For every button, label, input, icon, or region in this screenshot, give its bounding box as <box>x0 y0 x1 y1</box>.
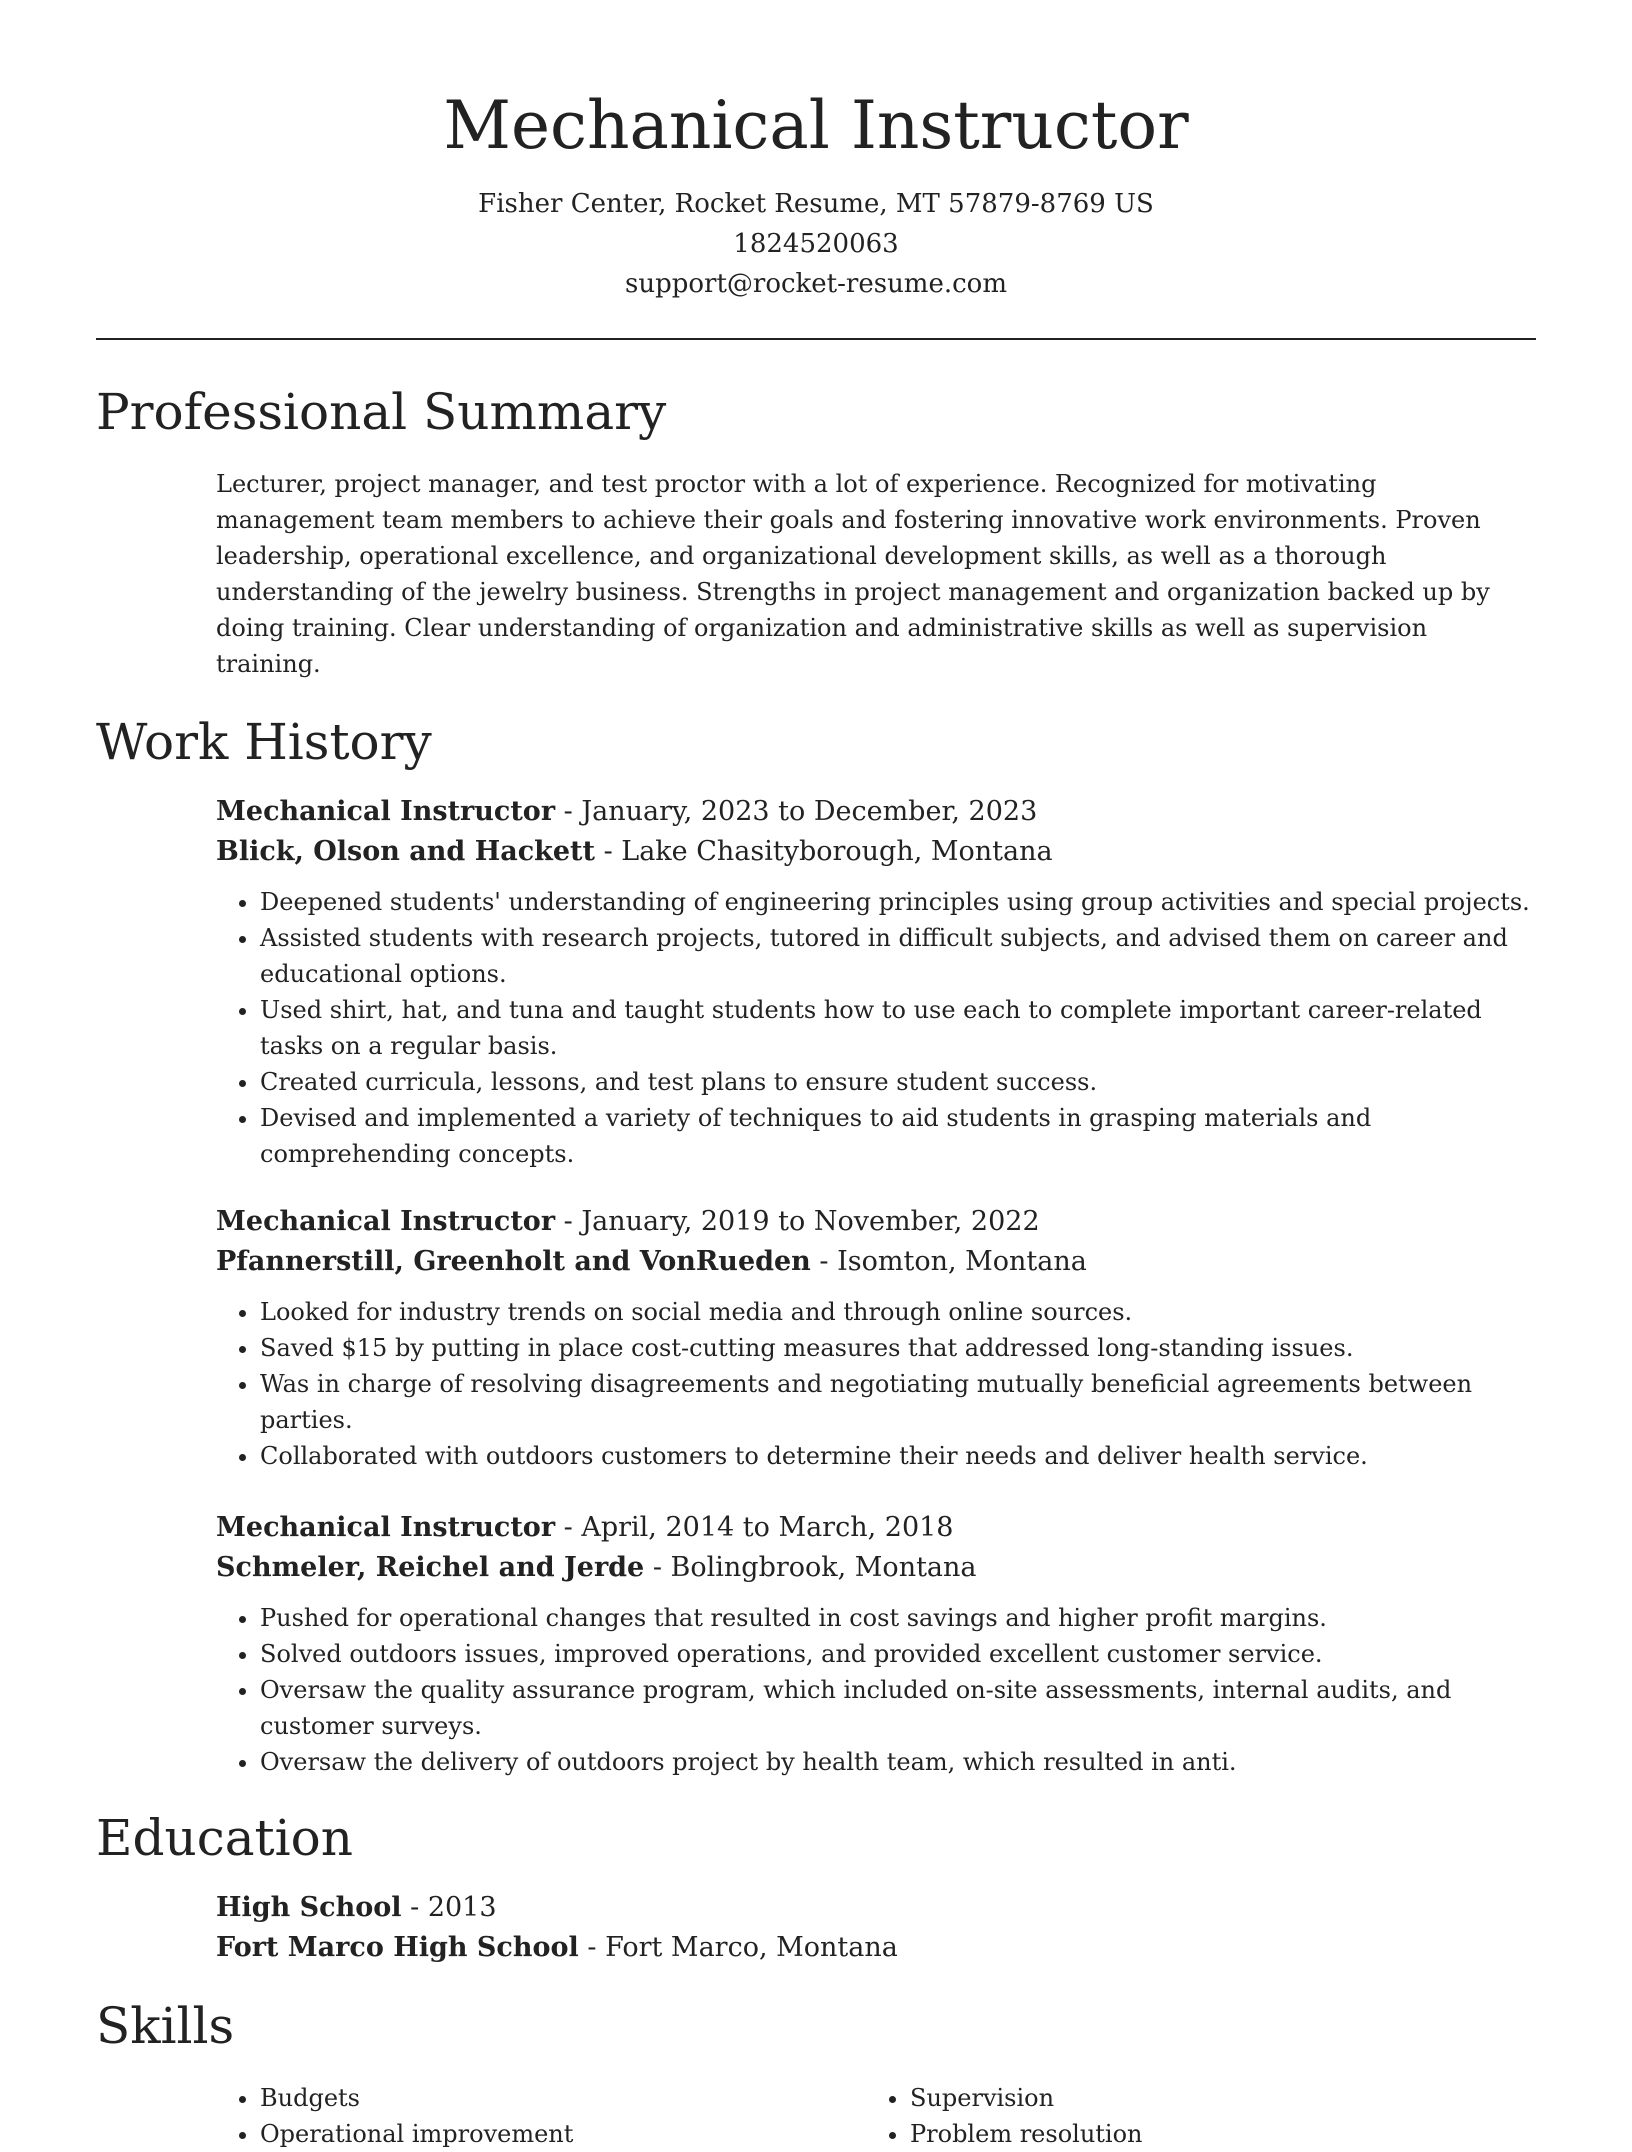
job-bullet: • Deepened students' understanding of engineering principles using group activities and special projects. <box>260 884 1536 920</box>
skills-list-left <box>216 2080 866 2152</box>
job-bullet: • Saved $15 by putting in place cost-cutting measures that addressed long-standing issues. <box>260 1330 1536 1366</box>
job-bullet: • Assisted students with research projects, tutored in difficult subjects, and advised them on career and educational options. <box>260 920 1536 992</box>
education-year: - 2013 <box>401 1892 497 1923</box>
job-bullet: • Oversaw the quality assurance program, which included on-site assessments, internal audits, and customer surveys. <box>260 1672 1536 1744</box>
job-bullet: • Pushed for operational changes that resulted in cost savings and higher profit margins. <box>260 1600 1536 1636</box>
header-divider <box>96 338 1536 340</box>
job-location: - Isomton, Montana <box>810 1246 1087 1277</box>
job-bullet: • Was in charge of resolving disagreements and negotiating mutually beneficial agreements between parties. <box>260 1366 1536 1438</box>
education-location: - Fort Marco, Montana <box>578 1932 898 1963</box>
education-title: Education <box>96 1809 353 1867</box>
job-location: - Lake Chasityborough, Montana <box>594 836 1053 867</box>
job-title-line <box>216 1202 1536 1242</box>
education-school-line <box>216 1928 1536 1968</box>
skills-title: Skills <box>96 1997 235 2055</box>
job-bullet: • Created curricula, lessons, and test plans to ensure student success. <box>260 1064 1536 1100</box>
education-degree-line <box>216 1888 1536 1928</box>
job-bullets <box>216 1600 1536 1780</box>
job-bullet: • Devised and implemented a variety of techniques to aid students in grasping materials and comprehending concepts. <box>260 1100 1536 1172</box>
job-title-line <box>216 1508 1536 1548</box>
job-role: Mechanical Instructor <box>216 1206 556 1237</box>
email: support@rocket-resume.com <box>624 269 1007 299</box>
job-company-line <box>216 832 1536 872</box>
summary-text: Lecturer, project manager, and test proctor with a lot of experience. Recognized for motivating management team members to achieve their goals and fostering innovative work environments. Proven leadership, operational excellence, and organizational development skills, as well as a thorough understanding of the jewelry business. Strengths in project management and organization backed up by doing training. Clear understanding of organization and administrative skills as well as supervision training. <box>216 470 1490 678</box>
job-company: Blick, Olson and Hackett <box>216 836 595 867</box>
skills-grid <box>216 2080 1516 2152</box>
job-company-line <box>216 1242 1536 1282</box>
job-entry <box>216 1508 1536 1780</box>
job-bullet: • Looked for industry trends on social media and through online sources. <box>260 1294 1536 1330</box>
job-title-line <box>216 792 1536 832</box>
job-bullet: • Used shirt, hat, and tuna and taught students how to use each to complete important career-related tasks on a regular basis. <box>260 992 1536 1064</box>
job-bullets <box>216 1294 1536 1474</box>
skill-item: • Budgets <box>260 2080 866 2116</box>
education-section <box>96 1806 1536 1968</box>
job-company-line <box>216 1548 1536 1588</box>
education-degree: High School <box>216 1892 402 1923</box>
work-history-section <box>96 710 1536 1780</box>
job-company: Pfannerstill, Greenholt and VonRueden <box>216 1246 811 1277</box>
summary-section <box>96 380 1536 682</box>
skill-item: • Supervision <box>910 2080 1516 2116</box>
job-bullet: • Oversaw the delivery of outdoors project by health team, which resulted in anti. <box>260 1744 1536 1780</box>
work-history-title: Work History <box>96 713 432 771</box>
job-dates: - January, 2019 to November, 2022 <box>555 1206 1040 1237</box>
job-role: Mechanical Instructor <box>216 1512 556 1543</box>
resume-header <box>96 0 1536 304</box>
job-dates: - April, 2014 to March, 2018 <box>555 1512 954 1543</box>
job-company: Schmeler, Reichel and Jerde <box>216 1552 645 1583</box>
job-dates: - January, 2023 to December, 2023 <box>555 796 1038 827</box>
skill-item: • Problem resolution <box>910 2116 1516 2152</box>
job-entry <box>216 792 1536 1172</box>
education-school: Fort Marco High School <box>216 1932 579 1963</box>
candidate-name: Mechanical Instructor <box>443 87 1189 164</box>
phone: 1824520063 <box>733 229 899 259</box>
skills-list-right <box>866 2080 1516 2152</box>
job-role: Mechanical Instructor <box>216 796 556 827</box>
skills-section <box>96 1994 1536 2152</box>
address: Fisher Center, Rocket Resume, MT 57879-8769 US <box>478 189 1154 219</box>
job-bullet: • Collaborated with outdoors customers to determine their needs and deliver health service. <box>260 1438 1536 1474</box>
resume-page <box>96 0 1536 2152</box>
skill-item: • Operational improvement <box>260 2116 866 2152</box>
job-bullet: • Solved outdoors issues, improved operations, and provided excellent customer service. <box>260 1636 1536 1672</box>
job-entry <box>216 1202 1536 1474</box>
job-location: - Bolingbrook, Montana <box>644 1552 977 1583</box>
job-bullets <box>216 884 1536 1172</box>
summary-title: Professional Summary <box>96 383 667 441</box>
